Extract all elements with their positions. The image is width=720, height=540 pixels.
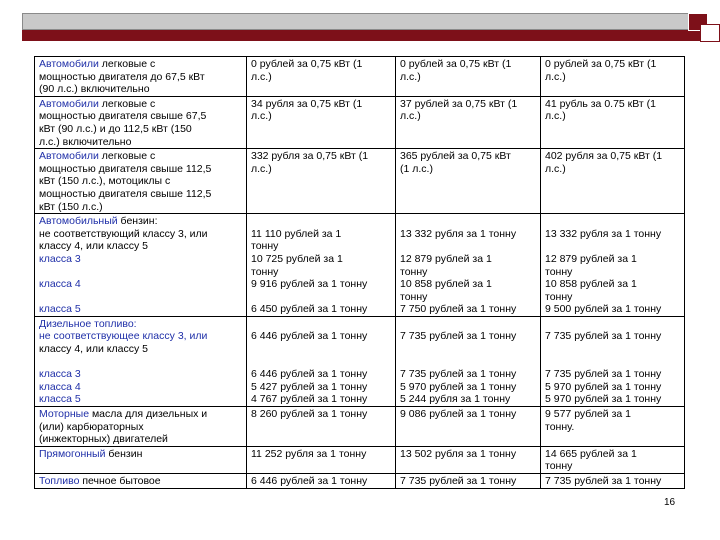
rate-line: л.с.) [545,110,566,123]
rate-line: 6 446 рублей за 1 тонну [251,475,368,487]
item-cell [35,149,247,214]
rate-line: 34 рубля за 0,75 кВт (1 [251,97,363,110]
item-text: кВт (150 л.с.) [39,200,103,213]
rate-line: 5 427 рублей за 1 тонну [251,380,368,393]
item-line [39,368,242,381]
rate-2023-cell [247,57,396,97]
item-line [39,188,242,201]
rate-line: 11 110 рублей за 1 [251,227,342,240]
item-text: кВт (90 л.с.) и до 112,5 кВт (150 [39,122,192,135]
rate-line: 9 086 рублей за 1 тонну [400,408,517,421]
rate-line: 365 рублей за 0,75 кВт [400,150,511,163]
rate-2023-cell [247,446,396,473]
rate-2025-cell [541,214,685,317]
rate-line: 12 879 рублей за 1 [400,252,492,265]
item-line [39,356,242,369]
rate-line: 12 879 рублей за 1 [545,252,637,265]
corner-square-outline-decoration [700,24,720,42]
rate-line: 10 858 рублей за 1 [545,278,637,291]
rate-line [400,343,536,356]
item-line [39,278,242,291]
rate-2024-cell [396,57,541,97]
rate-line [251,356,391,369]
item-cell [35,57,247,97]
rate-line: 9 577 рублей за 1 [545,408,631,421]
table-row [35,446,685,473]
rate-line: 6 450 рублей за 1 тонну [251,303,368,316]
item-line [39,136,242,149]
item-line [39,381,242,394]
item-cell [35,407,247,447]
rate-2023-cell [247,96,396,148]
table-row [35,149,685,214]
rate-line: 13 332 рубля за 1 тонну [545,227,662,240]
rate-line: л.с.) [400,110,421,123]
rate-2023-cell [247,149,396,214]
item-text: мощностью двигателя свыше 67,5 [39,110,207,123]
rate-line: л.с.) [400,70,421,83]
rate-line [400,318,536,331]
item-line [39,123,242,136]
rate-line: 7 735 рублей за 1 тонну [545,475,662,487]
rate-2025-cell [541,446,685,473]
item-text: мощностью двигателя свыше 112,5 [39,162,212,175]
item-keyword: не соответствующее классу 3, или [39,330,208,343]
rate-line: тонну [545,290,573,303]
excise-rate-table [34,56,685,489]
rate-2023-cell [247,407,396,447]
item-keyword: класса 3 [39,252,81,265]
rate-line: 0 рублей за 0,75 кВт (1 [545,58,657,70]
item-text: мощностью двигателя до 67,5 кВт [39,70,205,83]
item-text: (или) карбюраторных [39,420,144,433]
rate-line [400,356,536,369]
rate-line [251,215,391,228]
rate-line: тонну [251,265,279,278]
rate-2024-cell [396,446,541,473]
item-cell [35,474,247,489]
item-line [39,303,242,316]
rate-line: 5 970 рублей за 1 тонну [400,380,517,393]
item-line [39,163,242,176]
rate-2023-cell [247,214,396,317]
rate-line: 9 500 рублей за 1 тонну [545,303,662,316]
item-line [39,215,242,228]
table-row [35,214,685,317]
item-line [39,448,242,461]
rate-line: л.с.) [545,70,566,83]
rate-2025-cell [541,149,685,214]
item-text: легковые с [98,58,156,70]
item-line [39,110,242,123]
rate-line: 5 970 рублей за 1 тонну [545,393,662,406]
item-text: бензин: [117,215,158,228]
rate-line: 7 735 рублей за 1 тонну [400,330,517,343]
rate-line [545,356,680,369]
item-keyword: класса 4 [39,278,81,291]
item-keyword: класса 4 [39,380,81,393]
item-cell [35,214,247,317]
item-text: (90 л.с.) включительно [39,83,150,96]
rate-line [400,240,536,253]
rate-2025-cell [541,57,685,97]
rate-2024-cell [396,96,541,148]
item-keyword: Автомобили [39,97,99,110]
item-line [39,266,242,279]
rate-line: л.с.) [251,70,272,83]
table-row [35,57,685,97]
rate-line [545,343,680,356]
title-bar [22,13,690,30]
rate-line: л.с.) [251,162,272,175]
rate-line: 41 рубль за 0.75 кВт (1 [545,97,656,110]
rate-line [251,291,391,304]
table-row [35,474,685,489]
item-text: мощностью двигателя свыше 112,5 [39,187,212,200]
rate-line: 7 735 рублей за 1 тонну [400,368,517,381]
item-line [39,98,242,111]
rate-line [400,215,536,228]
rate-line [545,318,680,331]
item-line [39,475,242,488]
table-row [35,96,685,148]
item-text: классу 4, или классу 5 [39,343,148,356]
rate-line: 6 446 рублей за 1 тонну [251,330,368,343]
rate-line [251,318,391,331]
rate-line: 7 735 рублей за 1 тонну [545,330,662,343]
rate-2025-cell [541,407,685,447]
rate-2024-cell [396,214,541,317]
item-text: не соответствующий классу 3, или [39,227,208,240]
rate-line: тонну [251,240,279,253]
rate-line: 10 858 рублей за 1 [400,278,492,291]
rate-line: 6 446 рублей за 1 тонну [251,368,368,381]
item-keyword: класса 3 [39,368,81,381]
accent-bar [22,30,720,41]
item-keyword: Дизельное топливо: [39,317,137,330]
item-keyword: Прямогонный [39,447,106,460]
rate-line: 13 502 рубля за 1 тонну [400,447,517,460]
item-line [39,421,242,434]
item-keyword: класса 5 [39,303,81,316]
item-line [39,175,242,188]
item-line [39,150,242,163]
item-line [39,71,242,84]
rate-line: (1 л.с.) [400,162,433,175]
rate-line: 11 252 рубля за 1 тонну [251,447,367,460]
item-text: легковые с [98,150,156,163]
rate-line: тонну [400,265,428,278]
rate-line: 10 725 рублей за 1 [251,252,343,265]
item-text: классу 4, или классу 5 [39,240,148,253]
rate-2024-cell [396,474,541,489]
item-line [39,408,242,421]
rate-line: 0 рублей за 0,75 кВт (1 [400,58,512,70]
item-line [39,201,242,214]
rate-line: 8 260 рублей за 1 тонну [251,408,368,421]
item-line [39,240,242,253]
item-cell [35,96,247,148]
rate-2023-cell [247,316,396,406]
item-line [39,318,242,331]
rate-2023-cell [247,474,396,489]
rate-line: 13 332 рубля за 1 тонну [400,227,517,240]
item-line [39,58,242,71]
item-line [39,83,242,96]
item-text: печное бытовое [79,475,161,487]
rate-line: тонну [400,290,428,303]
rate-2024-cell [396,149,541,214]
item-line [39,228,242,241]
rate-2025-cell [541,474,685,489]
table-row [35,407,685,447]
item-line [39,253,242,266]
rate-line: 5 970 рублей за 1 тонну [545,380,662,393]
item-text: бензин [105,447,143,460]
rate-line: 5 244 рубля за 1 тонну [400,393,511,406]
item-line [39,291,242,304]
item-line [39,433,242,446]
item-text: масла для дизельных и [89,408,208,421]
rate-line [545,215,680,228]
item-cell [35,446,247,473]
rate-line: 7 735 рублей за 1 тонну [545,368,662,381]
rate-line: 37 рублей за 0,75 кВт (1 [400,97,518,110]
rate-line: л.с.) [251,110,272,123]
page-number: 16 [664,497,676,508]
rate-line: 4 767 рублей за 1 тонну [251,393,368,406]
item-keyword: Топливо [39,475,80,487]
rate-line: тонну [545,460,573,473]
item-cell [35,316,247,406]
item-keyword: Автомобили [39,58,99,70]
rate-line: 7 750 рублей за 1 тонну [400,303,517,316]
table-row [35,316,685,406]
item-keyword: Моторные [39,408,90,421]
rate-line: 402 рубля за 0,75 кВт (1 [545,150,663,163]
rate-line: 7 735 рублей за 1 тонну [400,475,517,487]
item-line [39,330,242,343]
rate-line: 9 916 рублей за 1 тонну [251,278,368,291]
rate-2024-cell [396,407,541,447]
item-keyword: Автомобильный [39,215,118,228]
rate-line: тонну [545,265,573,278]
rate-line: л.с.) [545,162,566,175]
item-line [39,393,242,406]
rate-line [545,240,680,253]
rate-line: тонну. [545,420,575,433]
item-keyword: класса 5 [39,393,81,406]
rate-line: 0 рублей за 0,75 кВт (1 [251,58,363,70]
item-keyword: Автомобили [39,150,99,163]
item-text: кВт (150 л.с.), мотоциклы с [39,175,171,188]
item-text: (инжекторных) двигателей [39,433,168,446]
item-line [39,343,242,356]
rate-line: 14 665 рублей за 1 [545,447,637,460]
rate-2025-cell [541,316,685,406]
rate-line [251,343,391,356]
item-text: легковые с [98,97,156,110]
rate-2024-cell [396,316,541,406]
rate-line: 332 рубля за 0,75 кВт (1 [251,150,369,163]
rate-2025-cell [541,96,685,148]
item-text: л.с.) включительно [39,135,132,148]
